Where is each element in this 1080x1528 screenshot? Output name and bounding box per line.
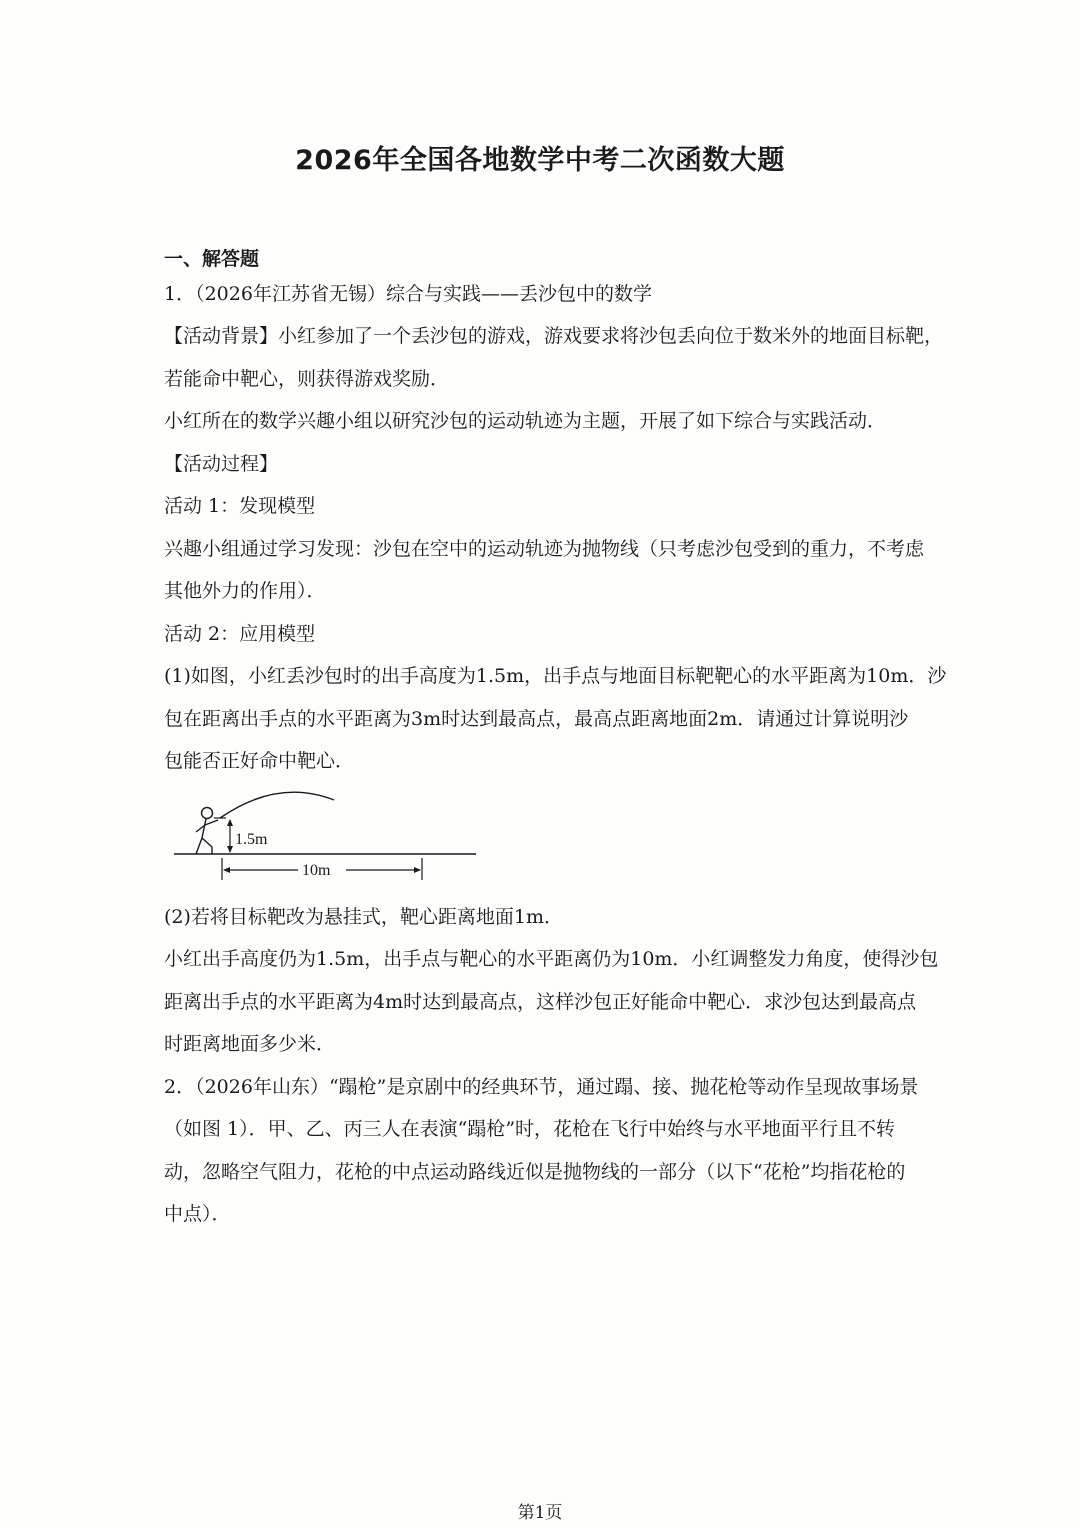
q1-part2-line: 时距离地面多少米． bbox=[164, 1033, 336, 1055]
q2-line: （如图 1）．甲、乙、丙三人在表演“蹋枪”时，花枪在飞行中始终与水平地面平行且不转 bbox=[164, 1118, 896, 1140]
section-heading: 一、解答题 bbox=[164, 248, 260, 270]
height-label: 1.5m bbox=[235, 831, 268, 848]
arrow-left-icon bbox=[223, 867, 230, 873]
q1-line: 兴趣小组通过学习发现：沙包在空中的运动轨迹为抛物线（只考虑沙包受到的重力，不考虑 bbox=[164, 538, 925, 560]
q1-line: 【活动背景】小红参加了一个丢沙包的游戏，游戏要求将沙包丢向位于数米外的地面目标靶， bbox=[164, 325, 944, 347]
throw-diagram bbox=[170, 784, 480, 884]
q1-line: 【活动过程】 bbox=[164, 453, 279, 475]
distance-label: 10m bbox=[302, 862, 331, 879]
arrow-up-icon bbox=[227, 819, 233, 826]
q2-line: 2．（2026年山东）“蹋枪”是京剧中的经典环节，通过蹋、接、抛花枪等动作呈现故事场景 bbox=[164, 1076, 919, 1098]
q1-line: 包能否正好命中靶心． bbox=[164, 750, 355, 772]
arrow-right-icon bbox=[414, 867, 421, 873]
q1-line: 活动 2：应用模型 bbox=[164, 623, 316, 645]
page-number: 第1页 bbox=[517, 1503, 563, 1523]
throw-diagram-svg bbox=[170, 784, 480, 884]
q1-line: 包在距离出手点的水平距离为3m时达到最高点，最高点距离地面2m．请通过计算说明沙 bbox=[164, 708, 909, 730]
q1-line: 其他外力的作用）． bbox=[164, 580, 326, 602]
document-title: 2026年全国各地数学中考二次函数大题 bbox=[295, 145, 785, 176]
q1-line: (1)如图，小红丢沙包时的出手高度为1.5m，出手点与地面目标靶靶心的水平距离为10m．沙 bbox=[164, 665, 947, 687]
trajectory-arc bbox=[220, 792, 334, 818]
q2-line: 中点）． bbox=[164, 1203, 231, 1225]
q1-line: 1．（2026年江苏省无锡）综合与实践——丢沙包中的数学 bbox=[164, 283, 652, 305]
q2-line: 动，忽略空气阻力，花枪的中点运动路线近似是抛物线的一部分（以下“花枪”均指花枪的 bbox=[164, 1161, 906, 1183]
q1-line: 小红所在的数学兴趣小组以研究沙包的运动轨迹为主题，开展了如下综合与实践活动． bbox=[164, 410, 887, 432]
q1-line: 活动 1：发现模型 bbox=[164, 495, 316, 517]
q1-part2-line: (2)若将目标靶改为悬挂式，靶心距离地面1m． bbox=[164, 906, 564, 928]
thrower-figure-icon bbox=[196, 808, 218, 855]
q1-part2-line: 小红出手高度仍为1.5m，出手点与靶心的水平距离仍为10m．小红调整发力角度，使得沙包 bbox=[164, 948, 939, 970]
arrow-down-icon bbox=[227, 846, 233, 853]
q1-line: 若能命中靶心，则获得游戏奖励． bbox=[164, 368, 450, 390]
q1-part2-line: 距离出手点的水平距离为4m时达到最高点，这样沙包正好能命中靶心．求沙包达到最高点 bbox=[164, 991, 917, 1013]
